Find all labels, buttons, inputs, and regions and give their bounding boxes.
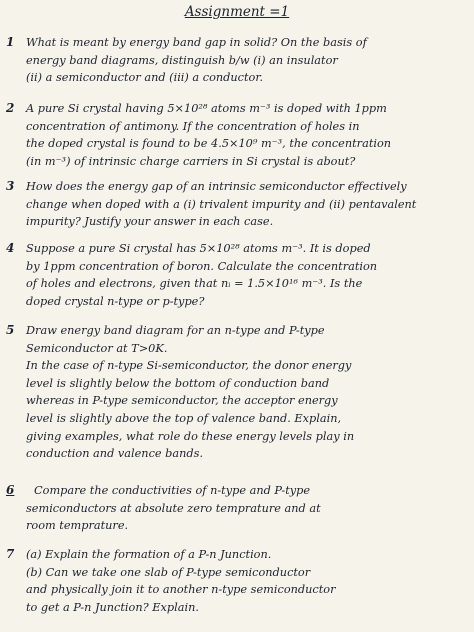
question-number: 6: [6, 483, 15, 497]
question-line: and physically join it to another n-type semiconductor: [26, 583, 336, 597]
question-number: 2: [6, 101, 15, 115]
question-line: (ii) a semiconductor and (iii) a conductor.: [26, 71, 264, 85]
question-6: [4, 482, 470, 535]
question-line: level is slightly below the bottom of conduction band: [26, 376, 330, 390]
question-line: by 1ppm concentration of boron. Calculate the concentration: [26, 259, 378, 273]
question-line: energy band diagrams, distinguish b/w (i) an insulator: [26, 53, 338, 67]
question-line: Semiconductor at T>0K.: [26, 341, 168, 355]
question-7: [4, 546, 470, 616]
question-line: of holes and electrons, given that nᵢ = 1.5×10¹⁶ m⁻³. Is the: [26, 277, 363, 291]
question-line: to get a P-n Junction? Explain.: [26, 600, 199, 614]
question-number: 3: [6, 179, 15, 193]
question-line: impurity? Justify your answer in each case.: [26, 215, 274, 229]
question-line: (a) Explain the formation of a P-n Junction.: [26, 548, 272, 561]
question-line: the doped crystal is found to be 4.5×10⁹ m⁻³, the concentration: [26, 137, 392, 151]
question-line: What is meant by energy band gap in solid? On the basis of: [26, 36, 367, 49]
page-title: Assignment =1: [184, 4, 290, 20]
question-line: In the case of n-type Si-semiconductor, the donor energy: [26, 359, 352, 373]
question-line: How does the energy gap of an intrinsic semiconductor effectively: [26, 180, 407, 193]
question-number: 5: [6, 323, 15, 337]
question-line: doped crystal n-type or p-type?: [26, 294, 205, 308]
question-line: level is slightly above the top of valence band. Explain,: [26, 411, 342, 425]
question-4: [4, 240, 470, 310]
question-line: (in m⁻³) of intrinsic charge carriers in Si crystal is about?: [26, 154, 356, 168]
question-1: [4, 34, 470, 87]
question-line: change when doped with a (i) trivalent impurity and (ii) pentavalent: [26, 197, 417, 211]
question-line: Suppose a pure Si crystal has 5×10²⁸ atoms m⁻³. It is doped: [26, 242, 371, 255]
question-number: 1: [6, 35, 15, 49]
question-2: [4, 100, 470, 170]
question-number: 4: [6, 241, 15, 255]
question-line: semiconductors at absolute zero temprature and at: [26, 501, 321, 515]
question-line: Draw energy band diagram for an n-type and P-type: [26, 324, 325, 337]
question-line: conduction and valence bands.: [26, 447, 204, 461]
question-line: giving examples, what role do these energy levels play in: [26, 429, 355, 443]
question-line: concentration of antimony. If the concentration of holes in: [26, 119, 360, 133]
question-line: whereas in P-type semiconductor, the acceptor energy: [26, 394, 338, 408]
question-line: room temprature.: [26, 519, 129, 533]
question-5: [4, 322, 470, 463]
question-line: (b) Can we take one slab of P-type semiconductor: [26, 565, 311, 579]
question-number: 7: [6, 547, 15, 561]
question-3: [4, 178, 470, 231]
question-line: Compare the conductivities of n-type and P-type: [34, 484, 311, 497]
question-line: A pure Si crystal having 5×10²⁸ atoms m⁻³ is doped with 1ppm: [26, 102, 387, 115]
